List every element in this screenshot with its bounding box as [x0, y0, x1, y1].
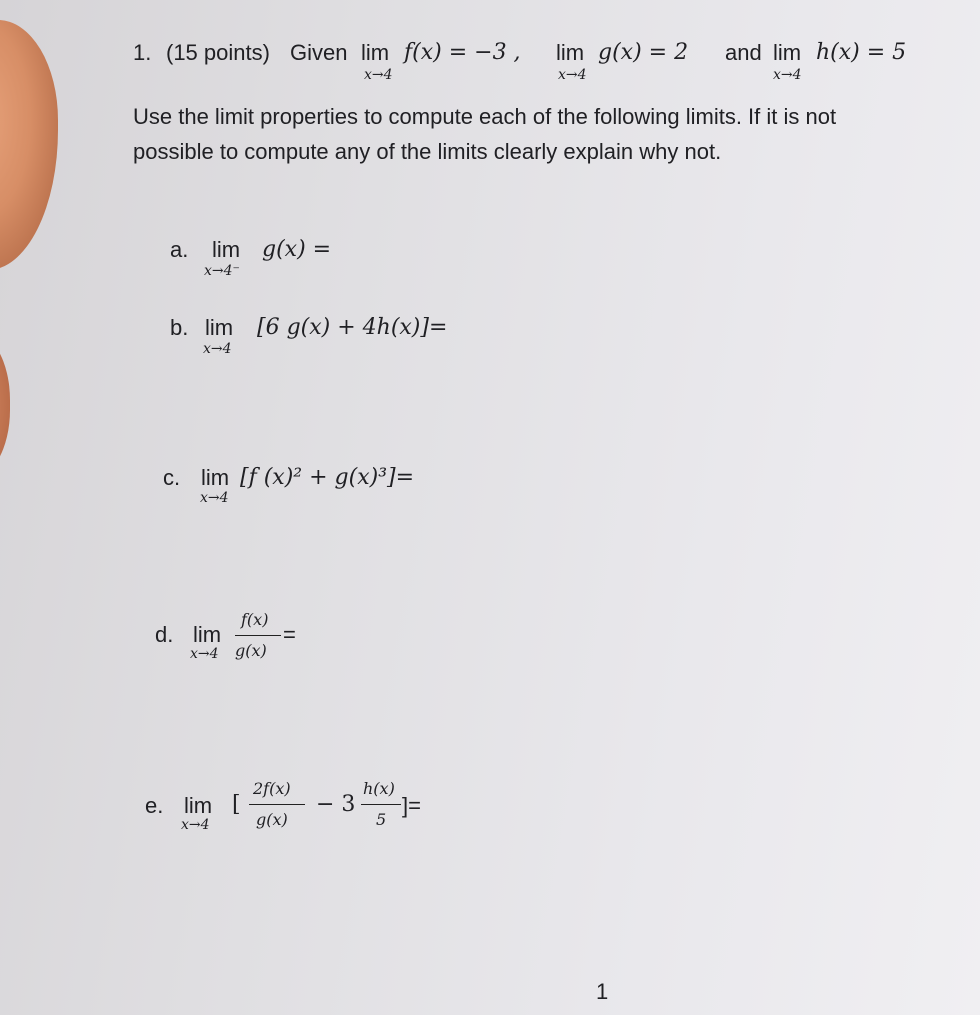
item-e-label: e.: [145, 793, 164, 818]
item-b-expression: [6 g(x) + 4h(x)]=: [257, 315, 448, 340]
item-b-approach: x→4: [203, 341, 232, 357]
lim-g-approach: x→4: [558, 67, 587, 83]
item-d-label: d.: [155, 622, 174, 647]
item-c-label: c.: [163, 465, 181, 490]
item-d-fraction-bar: [235, 635, 281, 636]
item-e-denominator-1: g(x): [256, 810, 288, 829]
item-b-lim: lim: [205, 315, 234, 340]
item-a-label: a.: [170, 237, 189, 262]
page-number: 1: [596, 979, 609, 1004]
item-b-label: b.: [170, 315, 189, 340]
lim-h: lim: [773, 40, 802, 65]
item-d-equals: =: [283, 622, 296, 647]
item-d-numerator: f(x): [241, 610, 269, 629]
instruction-line-1: Use the limit properties to compute each of the following limits. If it is not: [133, 104, 837, 129]
problem-points: (15 points): [166, 40, 270, 65]
item-e-lim: lim: [184, 793, 213, 818]
item-e-numerator-2: h(x): [363, 779, 395, 798]
item-e-open-bracket: [: [232, 792, 241, 817]
item-d-denominator: g(x): [235, 641, 267, 660]
and-word: and: [725, 40, 762, 65]
lim-h-approach: x→4: [773, 67, 802, 83]
problem-number: 1.: [133, 40, 152, 65]
item-c-lim: lim: [201, 465, 230, 490]
item-c-approach: x→4: [200, 490, 229, 506]
given-word: Given: [290, 40, 348, 65]
thumb-photo: [0, 20, 58, 270]
lim-f: lim: [361, 40, 390, 65]
lim-f-approach: x→4: [364, 67, 393, 83]
item-a-lim: lim: [212, 237, 241, 262]
instruction-line-2: possible to compute any of the limits clearly explain why not.: [133, 139, 722, 164]
item-d-approach: x→4: [190, 646, 219, 662]
item-c-expression: [f (x)² + g(x)³]=: [240, 465, 415, 490]
h-limit-value: h(x) = 5: [816, 40, 907, 65]
item-e-numerator-1: 2f(x): [253, 779, 291, 798]
item-e-minus-three: − 3: [316, 792, 356, 817]
f-limit-value: f(x) = −3 ,: [404, 40, 521, 65]
g-limit-value: g(x) = 2: [598, 40, 689, 65]
item-e-fraction-bar-2: [361, 804, 401, 805]
item-e-denominator-2: 5: [376, 810, 387, 829]
item-e-approach: x→4: [181, 817, 210, 833]
item-a-approach: x→4⁻: [204, 263, 240, 279]
item-a-expression: g(x) =: [262, 237, 332, 262]
lim-g: lim: [556, 40, 585, 65]
item-e-fraction-bar-1: [249, 804, 305, 805]
finger-photo: [0, 330, 10, 480]
item-d-lim: lim: [193, 622, 222, 647]
item-e-close-equals: ]=: [402, 793, 421, 818]
